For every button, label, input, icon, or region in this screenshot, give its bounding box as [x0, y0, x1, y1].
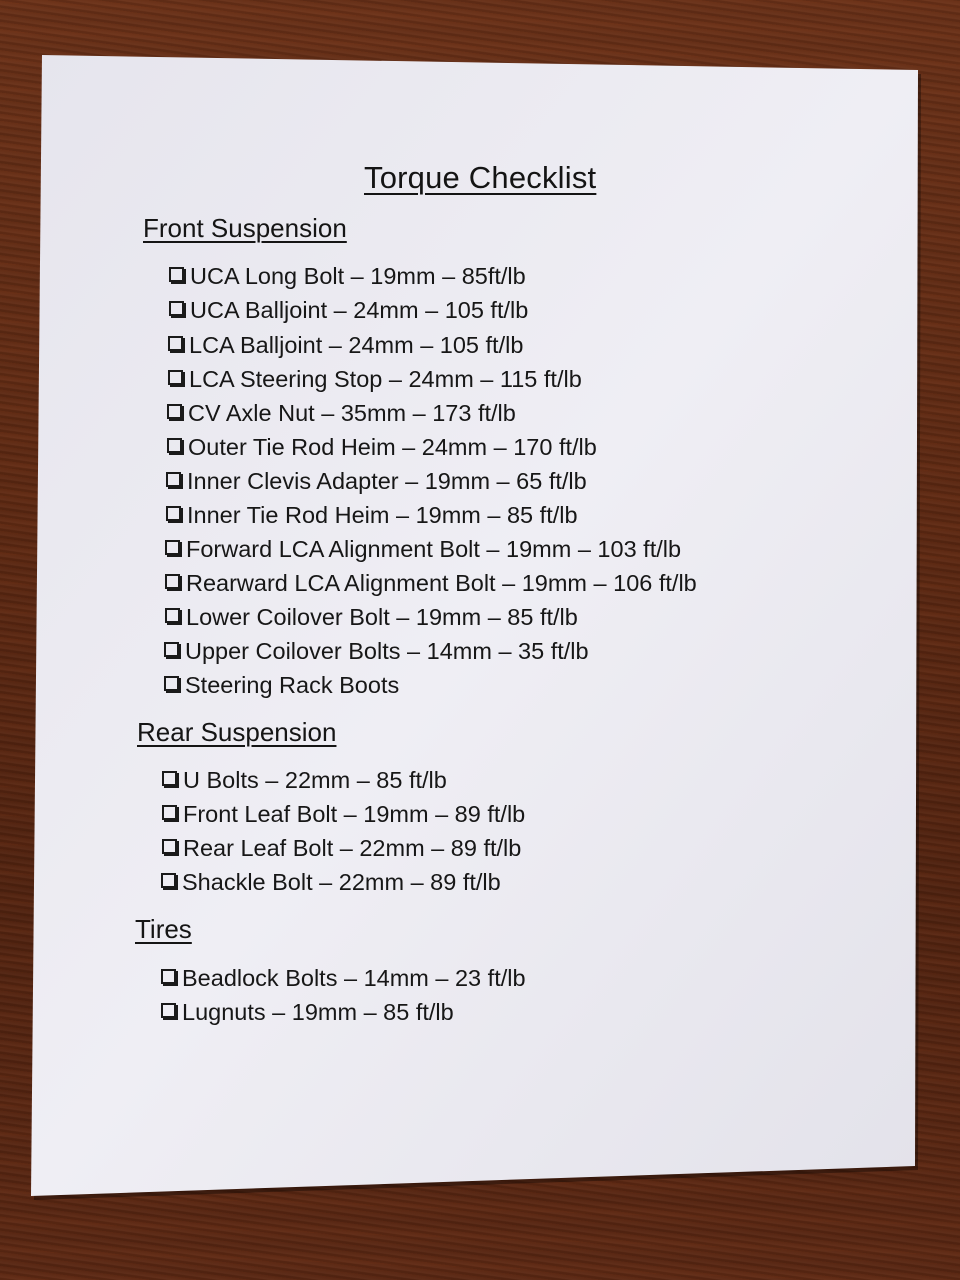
checklist-item[interactable]	[169, 263, 526, 290]
checklist-item[interactable]	[162, 835, 521, 862]
checklist-item-label: Beadlock Bolts – 14mm – 23 ft/lb	[182, 965, 526, 991]
checkbox-icon[interactable]	[164, 642, 179, 657]
checkbox-icon[interactable]	[161, 1003, 176, 1018]
checklist-item[interactable]	[165, 604, 578, 631]
checklist-item[interactable]	[165, 536, 681, 563]
checkbox-icon[interactable]	[166, 472, 181, 487]
checkbox-icon[interactable]	[168, 370, 183, 385]
checkbox-icon[interactable]	[161, 969, 176, 984]
checklist-item[interactable]	[162, 801, 525, 828]
checklist-item-label: U Bolts – 22mm – 85 ft/lb	[183, 767, 447, 793]
checklist-item-label: Outer Tie Rod Heim – 24mm – 170 ft/lb	[188, 434, 597, 460]
checklist-item[interactable]	[167, 434, 597, 461]
checklist-item[interactable]	[161, 965, 526, 992]
checklist-item-label: CV Axle Nut – 35mm – 173 ft/lb	[188, 400, 516, 426]
checkbox-icon[interactable]	[167, 404, 182, 419]
checklist-item-label: Steering Rack Boots	[185, 672, 400, 698]
checklist-item-label: Shackle Bolt – 22mm – 89 ft/lb	[182, 869, 501, 895]
checklist-item[interactable]	[167, 400, 516, 427]
checklist-item[interactable]	[168, 366, 582, 393]
checklist-item-label: Inner Tie Rod Heim – 19mm – 85 ft/lb	[187, 502, 578, 528]
checklist-item[interactable]	[166, 468, 587, 495]
checklist-item[interactable]	[164, 672, 399, 699]
checklist-item[interactable]	[169, 297, 528, 324]
checklist-item[interactable]	[164, 638, 589, 665]
checkbox-icon[interactable]	[165, 608, 180, 623]
checklist-item[interactable]	[161, 999, 454, 1026]
checklist-item[interactable]	[161, 869, 501, 896]
checklist-item[interactable]	[165, 570, 697, 597]
checklist-item-label: LCA Balljoint – 24mm – 105 ft/lb	[189, 332, 524, 358]
checkbox-icon[interactable]	[165, 540, 180, 555]
checklist-item[interactable]	[168, 332, 523, 359]
checklist-item-label: Inner Clevis Adapter – 19mm – 65 ft/lb	[187, 468, 587, 494]
checkbox-icon[interactable]	[169, 267, 184, 282]
checkbox-icon[interactable]	[165, 574, 180, 589]
checkbox-icon[interactable]	[166, 506, 181, 521]
checklist-item-label: Rear Leaf Bolt – 22mm – 89 ft/lb	[183, 835, 522, 861]
checklist-item-label: Upper Coilover Bolts – 14mm – 35 ft/lb	[185, 638, 589, 664]
checklist-item-label: LCA Steering Stop – 24mm – 115 ft/lb	[189, 366, 582, 392]
checklist-item-label: Rearward LCA Alignment Bolt – 19mm – 106 ft/lb	[186, 570, 697, 596]
checklist-item[interactable]	[162, 767, 447, 794]
checkbox-icon[interactable]	[168, 336, 183, 351]
checklist-item-label: Lower Coilover Bolt – 19mm – 85 ft/lb	[186, 604, 578, 630]
checkbox-icon[interactable]	[167, 438, 182, 453]
checkbox-icon[interactable]	[162, 805, 177, 820]
section-heading-rear-suspension: Rear Suspension	[137, 717, 337, 747]
checklist-item-label: Forward LCA Alignment Bolt – 19mm – 103 ft/lb	[186, 536, 682, 562]
checkbox-icon[interactable]	[169, 301, 184, 316]
checkbox-icon[interactable]	[162, 839, 177, 854]
checklist-item-label: UCA Long Bolt – 19mm – 85ft/lb	[190, 263, 526, 289]
checklist-item-label: UCA Balljoint – 24mm – 105 ft/lb	[190, 297, 529, 323]
checklist-item-label: Front Leaf Bolt – 19mm – 89 ft/lb	[183, 801, 526, 827]
checklist-item[interactable]	[166, 502, 578, 529]
checkbox-icon[interactable]	[164, 676, 179, 691]
checkbox-icon[interactable]	[162, 771, 177, 786]
checkbox-icon[interactable]	[161, 873, 176, 888]
section-heading-front-suspension: Front Suspension	[143, 213, 347, 243]
page-title: Torque Checklist	[364, 160, 597, 195]
checklist-item-label: Lugnuts – 19mm – 85 ft/lb	[182, 999, 454, 1025]
section-heading-tires: Tires	[135, 914, 192, 944]
